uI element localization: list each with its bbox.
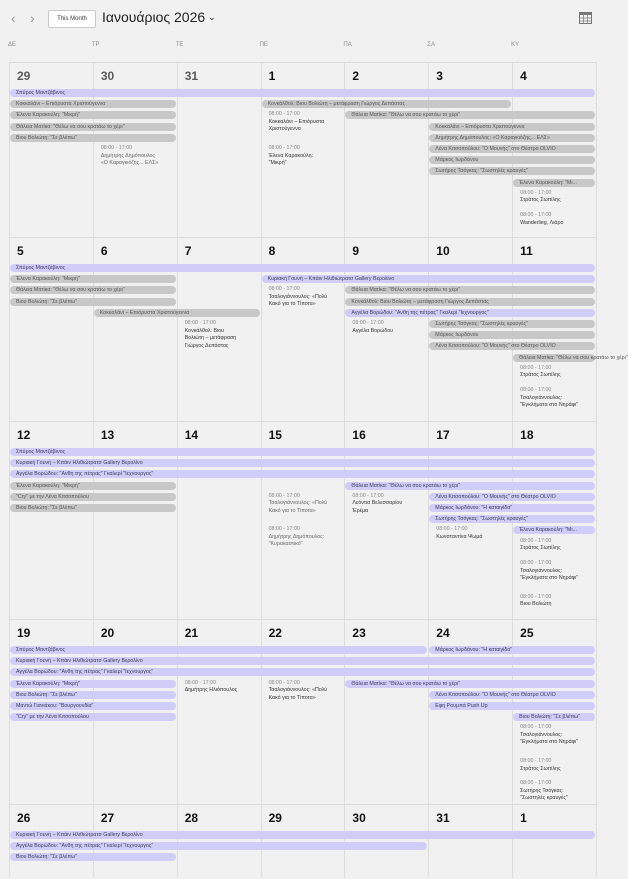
- day-number[interactable]: 7: [184, 244, 192, 258]
- event-bar[interactable]: Θάλεια Ματίκα: "Θέλω να σου κρατάω το χέρι": [10, 286, 176, 294]
- day-number[interactable]: 24: [436, 626, 450, 640]
- timed-event[interactable]: [269, 493, 343, 516]
- event-bar[interactable]: "Cry" με την Λένα Κιτσοπούλου: [10, 493, 176, 501]
- event-title: Δημήτρης Ηλιόπουλος: [184, 687, 238, 694]
- day-number[interactable]: 30: [100, 69, 115, 83]
- event-bar[interactable]: Σωτήρης Τσόγκας: "Σωστηλές κραυγές": [429, 320, 595, 328]
- day-number[interactable]: 3: [436, 69, 443, 83]
- event-bar[interactable]: Κοκκαλάνι – Επιόρυστα Χριστούγεννα: [94, 309, 260, 317]
- timed-event[interactable]: [269, 286, 343, 309]
- event-bar[interactable]: Λένα Κιτσοπούλου: "Ο Μουνής" στο Θέατρο OLVIO: [429, 493, 595, 501]
- event-time: 08:00 - 17:00: [268, 492, 300, 499]
- event-bar[interactable]: Μάρκος Ιωρδάνου: [429, 331, 595, 339]
- timed-event[interactable]: [352, 493, 426, 516]
- day-number[interactable]: 10: [436, 244, 450, 258]
- weekday-label: ΚΥ: [511, 42, 520, 48]
- weekday-label: ΠΕ: [259, 42, 268, 48]
- event-bar[interactable]: Σπύρος Μαντζάβινος: [10, 448, 595, 456]
- day-number[interactable]: 21: [184, 626, 199, 640]
- event-bar[interactable]: Κυριακή Γουνή – Κπάιν Ηλιθιώτρατσ Gallery Βερολίνο: [10, 459, 595, 467]
- day-number[interactable]: 18: [520, 428, 534, 442]
- event-bar[interactable]: Μάρκος Ιωρδάνου: "Η καταιγίδα": [429, 504, 595, 512]
- event-title: Δημήτρης Δημόπουλος «Ο Καραγκιόζης... ΕΛΣ»: [100, 152, 159, 166]
- event-title: Βιου Βολιώτη: [520, 601, 552, 608]
- timed-event[interactable]: [520, 538, 594, 553]
- event-time: 08:00 - 17:00: [520, 364, 552, 371]
- event-bar[interactable]: Κυριακή Γουνή – Κπάιν Ηλιθιώτρατσ Gallery Βερολίνο: [10, 657, 595, 665]
- day-number[interactable]: 23: [352, 626, 366, 640]
- week-row: [9, 237, 628, 422]
- event-time: 08:00 - 17:00: [520, 189, 552, 196]
- weekday-label: ΣΑ: [427, 42, 435, 48]
- timed-event[interactable]: [520, 387, 594, 410]
- event-bar[interactable]: Έλενα Καρακούλη: "Μικρή": [10, 275, 176, 283]
- event-bar[interactable]: Βιου Βολιώτη: "Σε βλέπω": [10, 691, 176, 699]
- timed-event[interactable]: [436, 526, 510, 541]
- event-title: Στράτος Σωπίλης: [520, 545, 561, 552]
- day-number[interactable]: 29: [268, 811, 282, 825]
- event-title: Τσαλογιάννουλος: "Εγκλήματα στο Νηράφι": [520, 567, 579, 581]
- day-number[interactable]: 30: [352, 811, 366, 825]
- event-time: 08:00 - 17:00: [352, 492, 384, 499]
- day-number[interactable]: 8: [268, 244, 276, 258]
- day-number[interactable]: 20: [100, 626, 115, 640]
- weekday-header: [0, 42, 607, 54]
- event-bar[interactable]: Λένα Κιτσοπούλου: "Ο Μουνής" στο Θέατρο OLVIO: [429, 342, 595, 350]
- calendar-grid-icon[interactable]: [579, 12, 592, 24]
- day-number[interactable]: 22: [268, 626, 282, 640]
- event-title: Στράτος Σωπίλης: [520, 765, 561, 772]
- event-title: Λεόντια Βελεσσαρίου Έρέμα: [352, 500, 403, 514]
- day-number[interactable]: 4: [520, 69, 527, 83]
- event-time: 08:00 - 17:00: [100, 145, 133, 151]
- event-bar[interactable]: Βιου Βολιώτη: "Σε βλέπω": [10, 504, 176, 512]
- day-number[interactable]: 31: [184, 69, 199, 83]
- event-bar[interactable]: Κυριακή Γουνή – Κπάιν Ηλιθιώτρατσ Gallery Βερολίνο: [10, 831, 595, 839]
- day-number[interactable]: 6: [100, 244, 108, 258]
- event-bar[interactable]: Αγγέλα Βορώδου: "Ανθη της πέτρας" Γκαλερί "Ιεχνουργος": [10, 470, 595, 478]
- day-number[interactable]: 29: [17, 69, 31, 83]
- day-number[interactable]: 14: [184, 428, 199, 442]
- timed-event[interactable]: [520, 365, 594, 380]
- day-number[interactable]: 13: [100, 428, 115, 442]
- event-bar[interactable]: Λένα Κιτσοπούλου: "Ο Μουνής" στο Θέατρο OLVIO: [429, 145, 595, 153]
- event-time: 08:00 - 17:00: [268, 286, 300, 293]
- event-bar[interactable]: Θάλεια Ματίκα: "Θέλω να σου κρατάω το χέρι": [513, 354, 595, 362]
- event-title: Στράτος Σωπίλης: [520, 372, 561, 379]
- event-time: 08:00 - 17:00: [436, 526, 468, 533]
- event-bar[interactable]: Θάλεια Ματίκα: "Θέλω να σου κρατάω το χέρι": [345, 680, 595, 688]
- event-bar[interactable]: Μάρκος Ιωρδάνου: [429, 156, 595, 164]
- event-bar[interactable]: Έλενα Καρακούλη: "Μικρή": [10, 680, 176, 688]
- event-title: Στράτος Σωπίλης: [520, 197, 561, 204]
- day-number[interactable]: 12: [17, 428, 31, 442]
- event-time: 08:00 - 17:00: [520, 387, 552, 394]
- event-bar[interactable]: Θάλεια Ματίκα: "Θέλω να σου κρατάω το χέρι": [10, 123, 176, 131]
- event-bar[interactable]: Έλενα Καρακούλη: "Μικρή": [10, 111, 176, 119]
- timed-event[interactable]: [520, 594, 594, 609]
- timed-event[interactable]: [269, 111, 343, 134]
- event-bar[interactable]: Κοκκαλάνι – Επιόρυστα Χριστούγεννα: [10, 100, 176, 108]
- calendar-toolbar: [0, 0, 607, 38]
- timed-event[interactable]: [520, 190, 594, 205]
- timed-event[interactable]: [520, 212, 594, 227]
- day-number[interactable]: 15: [268, 428, 282, 442]
- event-bar[interactable]: Δημήτρης Δημόπουλος: «Ο Καραγκιόζης... ΕΛΣ»: [429, 134, 595, 142]
- event-bar[interactable]: Αγγέλα Βορώδου: "Ανθη της πέτρας" Γκαλερί "Ιεχνουργος": [345, 309, 595, 317]
- event-time: 08:00 - 17:00: [268, 145, 300, 151]
- week-row: [9, 421, 596, 620]
- event-bar[interactable]: Έλενα Καρακούλη: "Μι...: [513, 179, 595, 187]
- day-number[interactable]: 26: [17, 811, 31, 825]
- event-title: Κωνσταντίνα Ψωμά: [436, 533, 483, 540]
- event-time: 08:00 - 17:00: [520, 212, 552, 219]
- day-number[interactable]: 1: [520, 811, 527, 825]
- weekday-label: ΤΡ: [91, 42, 100, 48]
- day-number[interactable]: 11: [520, 244, 533, 258]
- month-title: Ιανουάριος 2026: [102, 9, 206, 25]
- week-row: [9, 619, 596, 805]
- weekday-label: ΔΕ: [8, 42, 17, 48]
- event-time: 08:00 - 17:00: [352, 320, 384, 326]
- day-number[interactable]: 27: [100, 811, 115, 825]
- week-row: [9, 62, 596, 238]
- timed-event[interactable]: [520, 560, 594, 583]
- event-time: 08:00 - 17:00: [520, 537, 552, 544]
- event-bar[interactable]: Σπύρος Μαντζάβινος: [10, 264, 595, 272]
- event-bar[interactable]: Σωτήρης Τσόγκας: "Σωστηλές κραυγές": [429, 515, 595, 523]
- event-time: 08:00 - 17:00: [520, 593, 552, 600]
- day-number[interactable]: 9: [352, 244, 360, 258]
- day-number[interactable]: 31: [436, 811, 450, 825]
- timed-event[interactable]: [101, 145, 175, 168]
- event-bar[interactable]: Μαντώ Γιανιάκου: "Βουργουνδία": [10, 702, 176, 710]
- event-title: Αγγέλα Βορώδου: [352, 327, 394, 334]
- event-time: 08:00 - 17:00: [520, 758, 552, 764]
- event-bar[interactable]: Βιου Βολιώτη: "Σε βλέπω": [10, 134, 176, 142]
- event-bar[interactable]: Κονκάλθολ: Βιου Βολιώτη – μετάφραση Γιώργος Δεπάστας: [262, 100, 512, 108]
- timed-event[interactable]: [269, 145, 343, 168]
- event-bar[interactable]: Έλενα Καρακούλη: "Μικρή": [10, 482, 176, 490]
- this-month-button[interactable]: This Month: [48, 10, 96, 28]
- event-bar[interactable]: Κυριακή Γουνή – Κπάιν Ηλιθιώτρατσ Gallery Βερολίνο: [262, 275, 595, 283]
- timed-event[interactable]: [185, 680, 259, 695]
- event-time: 08:00 - 17:00: [184, 679, 216, 686]
- timed-event[interactable]: [185, 320, 259, 350]
- timed-event[interactable]: [269, 526, 343, 549]
- event-title: Wanderlieg, Λιάρο: [520, 219, 564, 226]
- month-picker[interactable]: [102, 9, 216, 25]
- event-title: Τσαλογιάννουλος: «Πολύ Κακό για το Τίποτα»: [268, 500, 328, 514]
- event-bar[interactable]: Λένα Κιτσοπούλου: "Ο Μουνής" στο Θέατρο OLVIO: [429, 691, 595, 699]
- event-time: 08:00 - 17:00: [268, 526, 300, 533]
- event-title: Τσαλογιάννουλος: «Πολύ Κακό για το Τίποτα»: [268, 687, 328, 701]
- timed-event[interactable]: [520, 724, 594, 747]
- event-time: 08:00 - 17:00: [520, 724, 552, 731]
- week-row: [9, 804, 596, 879]
- event-bar[interactable]: Μάρκος Ιωρδάνου: "Η καταιγίδα": [429, 646, 595, 654]
- event-time: 08:00 - 17:00: [268, 679, 300, 686]
- day-number[interactable]: 2: [352, 69, 360, 83]
- event-title: Δημήτρης Δημόπουλος: "Κυρακαστικό": [268, 533, 325, 548]
- event-title: Τσαλογιάννουλος: "Εγκλήματα στο Νηράφι": [520, 394, 579, 409]
- event-bar[interactable]: Κοκκαλάνι – Επιόρυστα Χριστούγεννα: [429, 123, 595, 131]
- event-bar[interactable]: Κονκάλθολ: Βιου Βολιώτη – μετάφραση Γιώργος Δεπάστας: [345, 298, 595, 306]
- event-title: Σωτήρης Τσόγκας: "Σωστηλές κραυγές": [520, 787, 568, 802]
- event-time: 08:00 - 17:00: [520, 560, 552, 566]
- event-bar[interactable]: Θάλεια Ματίκα: "Θέλω να σου κρατάω το χέρι": [345, 482, 595, 490]
- event-title: Κονκάλθολ: Βιου Βολιώτη – μετάφραση Γιώργος Δεπάστας: [184, 327, 237, 349]
- weekday-label: ΤΕ: [175, 42, 184, 48]
- day-number[interactable]: 17: [436, 428, 450, 442]
- chevron-down-icon: ⌄: [208, 12, 216, 22]
- timed-event[interactable]: [520, 758, 594, 773]
- event-bar[interactable]: Θάλεια Ματίκα: "Θέλω να σου κρατάω το χέρι": [345, 286, 595, 294]
- event-bar[interactable]: "Cry" με την Λένα Κιτσοπούλου: [10, 713, 176, 721]
- timed-event[interactable]: [520, 780, 594, 803]
- day-number[interactable]: 25: [520, 626, 534, 640]
- event-bar[interactable]: Εφη Ρουμπά Push Up: [429, 702, 595, 710]
- weekday-label: ΠΑ: [343, 42, 352, 48]
- event-bar[interactable]: Θάλεια Ματίκα: "Θέλω να σου κρατάω το χέρι": [345, 111, 595, 119]
- event-time: 08:00 - 17:00: [268, 111, 300, 118]
- day-number[interactable]: 16: [352, 428, 366, 442]
- event-bar[interactable]: Σωτήρης Τσόγκας: "Σωστηλές κραυγές": [429, 167, 595, 175]
- event-bar[interactable]: Σπύρος Μαντζάβινος: [10, 646, 427, 654]
- chevron-right-icon[interactable]: ›: [30, 10, 35, 26]
- event-title: Τσαλογιάννουλος: "Εγκλήματα στο Νηράφι": [520, 731, 579, 746]
- day-number[interactable]: 1: [268, 69, 276, 83]
- chevron-left-icon[interactable]: ‹: [11, 10, 16, 26]
- timed-event[interactable]: [269, 680, 343, 703]
- event-title: Κοκκαλάνι – Επιόρυστα Χριστούγεννα: [268, 118, 325, 133]
- event-time: 08:00 - 17:00: [520, 780, 552, 787]
- event-bar[interactable]: Έλενα Καρακούλη: "Μι...: [513, 526, 595, 534]
- event-time: 08:00 - 17:00: [184, 320, 216, 326]
- event-title: Τσαλογιάννουλος: «Πολύ Κακό για το Τίποτα»: [268, 293, 328, 308]
- day-number[interactable]: 28: [184, 811, 199, 825]
- event-title: Έλενα Καρακούλη: "Μικρή": [268, 152, 314, 166]
- timed-event[interactable]: [352, 320, 426, 335]
- event-bar[interactable]: Αγγέλα Βορώδου: "Ανθη της πέτρας" Γκαλερί "Ιεχνουργος": [10, 668, 595, 676]
- event-bar[interactable]: Αγγέλα Βορώδου: "Ανθη της πέτρας" Γκαλερί "Ιεχνουργος": [10, 842, 427, 850]
- event-bar[interactable]: Βιου Βολιώτη: "Σε βλέπω": [10, 853, 176, 861]
- grid-divider: [596, 62, 597, 878]
- event-bar[interactable]: Σπύρος Μαντζάβινος: [10, 89, 595, 97]
- event-bar[interactable]: Βιου Βολιώτη: "Σε βλέπω": [513, 713, 595, 721]
- event-bar[interactable]: Βιου Βολιώτη: "Σε βλέπω": [10, 298, 176, 306]
- day-number[interactable]: 5: [17, 244, 24, 258]
- day-number[interactable]: 19: [17, 626, 31, 640]
